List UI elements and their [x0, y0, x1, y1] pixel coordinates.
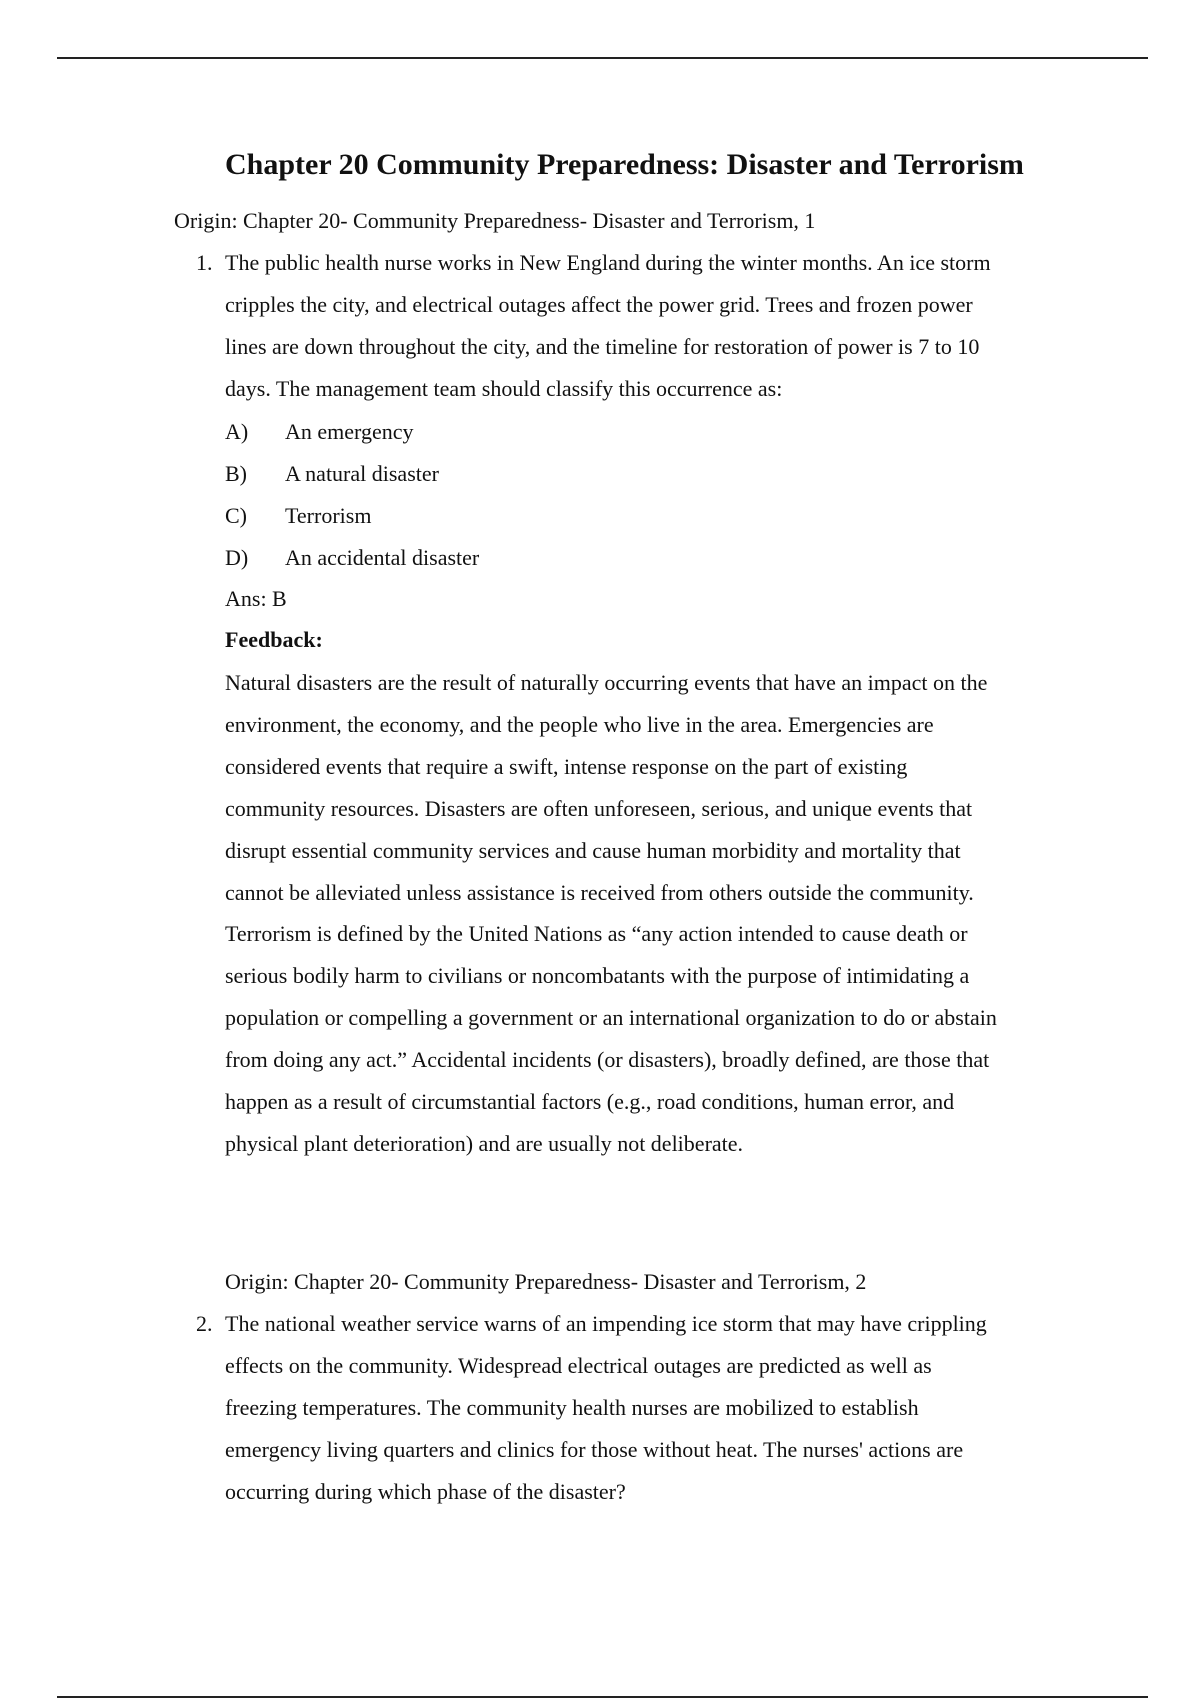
feedback-line: happen as a result of circumstantial factors (e.g., road conditions, human error, and [225, 1089, 955, 1114]
footer-rule [57, 1696, 1148, 1698]
question-text-line: occurring during which phase of the disaster? [225, 1478, 626, 1504]
feedback-line: disrupt essential community services and cause human morbidity and mortality that [225, 837, 961, 863]
question-text-line: days. The management team should classify this occurrence as: [225, 375, 783, 401]
option-letter: B) [225, 460, 247, 486]
question-number: 2. [196, 1311, 213, 1336]
option-text: An emergency [285, 419, 414, 444]
question-origin: Origin: Chapter 20- Community Preparedness- Disaster and Terrorism, 2 [225, 1269, 867, 1294]
page-title: Chapter 20 Community Preparedness: Disaster and Terrorism [225, 148, 1024, 181]
feedback-line: considered events that require a swift, intense response on the part of existing [225, 753, 908, 779]
question-text-line: emergency living quarters and clinics for those without heat. The nurses' actions are [225, 1436, 964, 1462]
option-text: A natural disaster [285, 460, 439, 486]
option-text: An accidental disaster [285, 544, 480, 570]
question-text-line: The public health nurse works in New England during the winter months. An ice storm [225, 250, 991, 275]
option-letter: D) [225, 544, 249, 570]
feedback-line: Terrorism is defined by the United Nations as “any action intended to cause death or [225, 921, 968, 947]
feedback-line: Natural disasters are the result of naturally occurring events that have an impact on the [225, 670, 988, 695]
option-letter: C) [225, 502, 247, 528]
question-text-line: lines are down throughout the city, and the timeline for restoration of power is 7 to 10 [225, 333, 980, 359]
feedback-line: from doing any act.” Accidental incidents (or disasters), broadly defined, are those that [225, 1047, 990, 1073]
header-rule [57, 57, 1148, 59]
feedback-line: cannot be alleviated unless assistance is received from others outside the community. [225, 879, 974, 905]
option-text: Terrorism [285, 502, 372, 528]
feedback-line: community resources. Disasters are often unforeseen, serious, and unique events that [225, 795, 973, 821]
feedback-line: serious bodily harm to civilians or noncombatants with the purpose of intimidating a [225, 963, 970, 989]
question-text-line: cripples the city, and electrical outages affect the power grid. Trees and frozen power [225, 291, 973, 317]
question-text-line: The national weather service warns of an impending ice storm that may have crippling [225, 1311, 987, 1336]
feedback-line: environment, the economy, and the people who live in the area. Emergencies are [225, 711, 934, 737]
question-text-line: effects on the community. Widespread electrical outages are predicted as well as [225, 1352, 932, 1378]
question-origin: Origin: Chapter 20- Community Preparedness- Disaster and Terrorism, 1 [174, 208, 816, 233]
feedback-label: Feedback: [225, 627, 323, 652]
question-number: 1. [196, 250, 213, 275]
option-letter: A) [225, 419, 249, 444]
answer: Ans: B [225, 586, 287, 611]
question-text-line: freezing temperatures. The community health nurses are mobilized to establish [225, 1394, 919, 1420]
feedback-line: physical plant deterioration) and are usually not deliberate. [225, 1130, 744, 1156]
feedback-line: population or compelling a government or an international organization to do or abstain [225, 1005, 997, 1031]
